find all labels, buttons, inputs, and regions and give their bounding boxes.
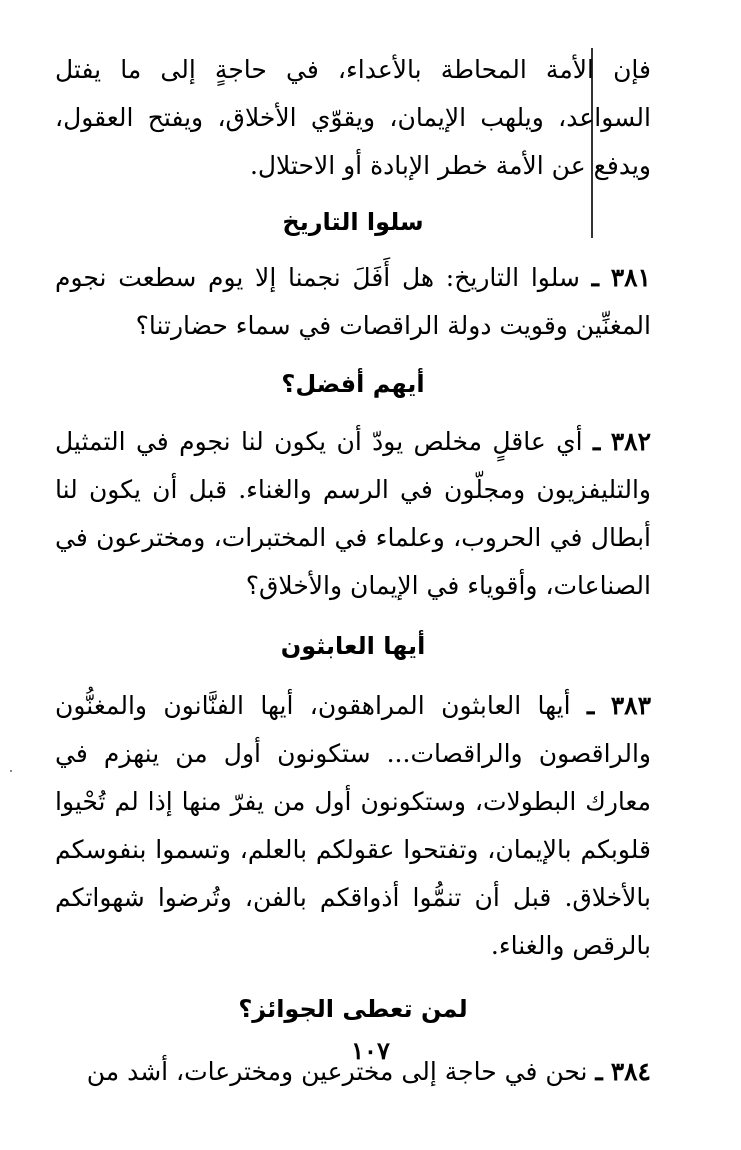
- item-number: ٣٨٢: [610, 427, 652, 456]
- page-body: [55, 46, 651, 1096]
- item-number: ٣٨٣: [610, 691, 652, 720]
- item-number: ٣٨٤: [610, 1057, 651, 1086]
- heading-text: لمن تعطى الجوائز؟: [238, 995, 468, 1023]
- item-dash: ـ: [591, 263, 599, 292]
- intro-paragraph: فإن الأمة المحاطة بالأعداء، في حاجةٍ إلى ما يفتل السواعد، ويلهب الإيمان، ويقوّي الأخلاق، ويفتح العقول، ويدفع عن الأمة خطر الإبادة أو الاحتلال.: [55, 55, 651, 180]
- paragraph-text: نحن في حاجة إلى مخترعين ومخترعات، أشد من: [86, 1057, 588, 1086]
- item-dash: ـ: [593, 427, 601, 456]
- heading-text: سلوا التاريخ: [282, 208, 424, 236]
- heading-text: أيهم أفضل؟: [281, 370, 425, 398]
- item-dash: ـ: [595, 1057, 603, 1086]
- section-heading-triflers: [55, 610, 651, 682]
- section-heading-history: [55, 190, 651, 254]
- paragraph-text: أي عاقلٍ مخلص يودّ أن يكون لنا نجوم في التمثيل والتليفزيون ومجلّون في الرسم والغناء. قبل أن يكون لنا أبطال في الحروب، وعلماء في المختبرات، ومخترعون في الصناعات، وأقوياء في الإيمان والأخلاق؟: [55, 427, 651, 600]
- paragraph-text: سلوا التاريخ: هل أَفَلَ نجمنا إلا يوم سطعت نجوم المغنِّين وقويت دولة الراقصات في سماء حضارتنا؟: [55, 263, 651, 340]
- item-dash: ـ: [586, 691, 595, 720]
- item-number: ٣٨١: [610, 263, 651, 292]
- paragraph-text: أيها العابثون المراهقون، أيها الفنَّانون والمغنُّون والراقصون والراقصات... ستكونون أول من ينهزم في معارك البطولات، وستكونون أول من يفرّ منها إذا لم تُحْيوا قلوبكم بالإيمان، وتفتحوا عقولكم بالعلم، وتسموا بنفوسكم بالأخلاق. قبل أن تنمُّوا أذواقكم بالفن، وتُرضوا شهواتكم بالرقص والغناء.: [55, 691, 651, 960]
- page-number: ١٠٧: [351, 1036, 390, 1065]
- section-heading-which-better: [55, 350, 651, 418]
- paragraph-382: [55, 418, 651, 610]
- paragraph-381: [55, 254, 651, 350]
- scan-artifact-dot: [10, 770, 12, 772]
- paragraph-383: [55, 682, 651, 970]
- heading-text: أيها العابثون: [280, 632, 426, 660]
